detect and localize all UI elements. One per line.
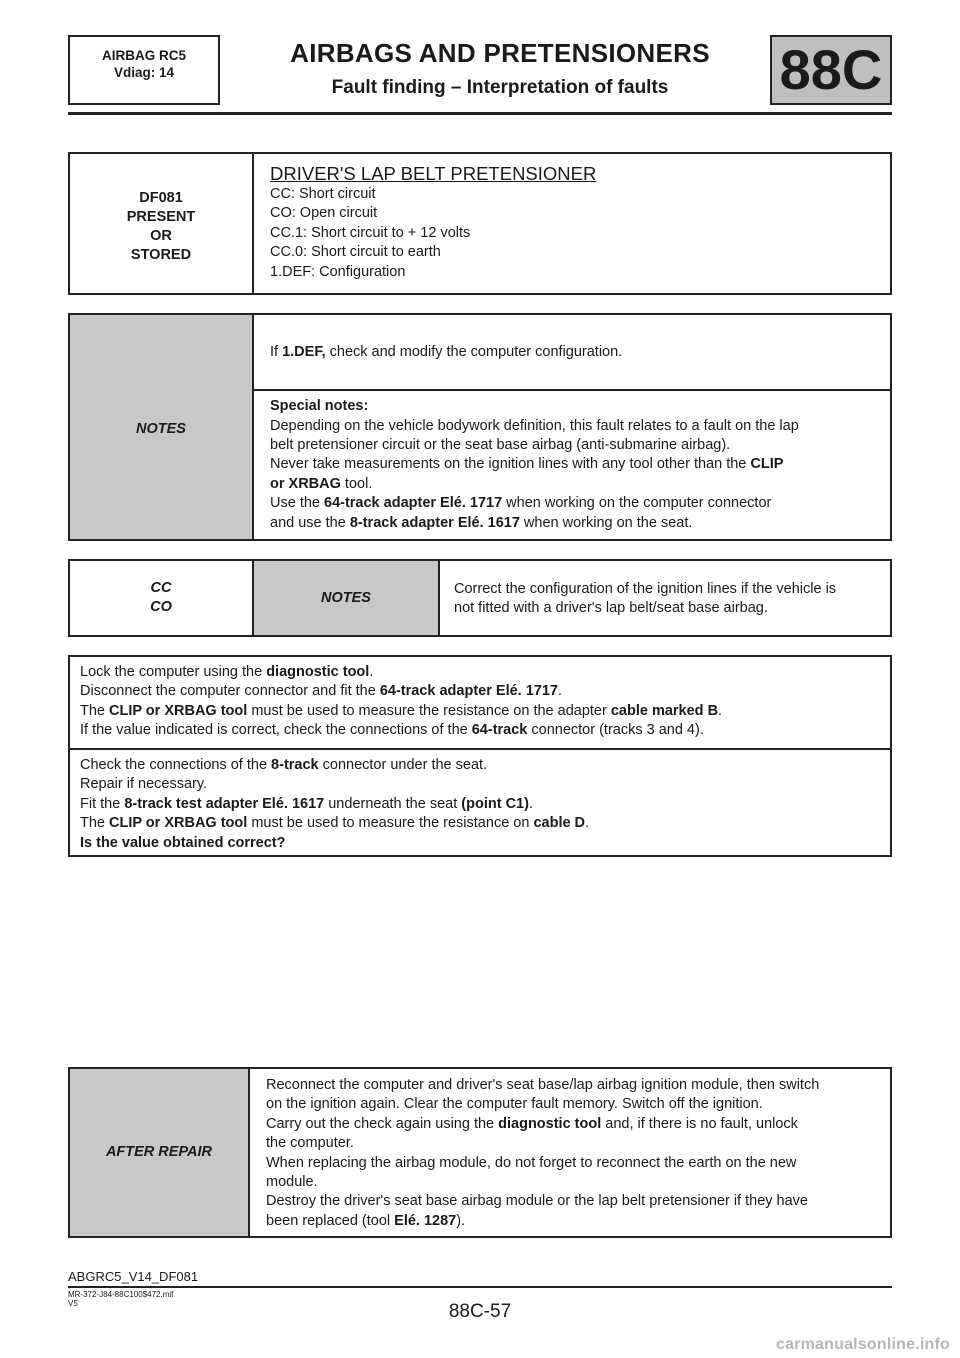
text: connector (tracks 3 and 4). — [527, 722, 704, 739]
fault-status: OR — [150, 227, 172, 244]
text: underneath the seat — [324, 795, 462, 812]
bold-text: (point C1) — [461, 795, 529, 812]
bold-text: or XRBAG — [270, 475, 341, 492]
text: Disconnect the computer connector and fit the — [80, 683, 380, 700]
text: . — [585, 815, 590, 832]
bold-text: CLIP — [750, 456, 784, 473]
notes-label: NOTES — [70, 315, 254, 539]
text: Destroy the driver's seat base airbag module or the lap belt pretensioner if they have — [266, 1193, 808, 1210]
text: Lock the computer using the — [80, 664, 267, 680]
fault-status: STORED — [130, 246, 192, 263]
bold-text: cable D — [533, 815, 586, 832]
bold-text: 64-track — [471, 722, 528, 739]
text: connector under the seat. — [318, 757, 488, 773]
bold-text: 1.DEF, — [282, 344, 326, 360]
bold-text: diagnostic tool — [266, 664, 370, 680]
text: The — [80, 815, 110, 832]
text: not fitted with a driver's lap belt/seat base airbag. — [454, 600, 768, 617]
text: tool. — [340, 475, 373, 492]
cc-co-label-cell — [70, 561, 254, 635]
cc-co-notes-label: NOTES — [254, 561, 440, 635]
text: When replacing the airbag module, do not forget to reconnect the earth on the new — [266, 1154, 797, 1171]
fault-line: CC: Short circuit — [270, 186, 376, 202]
text: If — [270, 344, 283, 360]
bold-text: 8-track test adapter Elé. 1617 — [124, 795, 325, 812]
text: when working on the computer connector — [502, 495, 772, 512]
text: module. — [266, 1174, 318, 1191]
text: Never take measurements on the ignition lines with any tool other than the — [270, 456, 751, 473]
text: must be used to measure the resistance on — [247, 815, 534, 832]
text: Correct the configuration of the ignition lines if the vehicle is — [454, 581, 837, 597]
text: been replaced (tool — [266, 1212, 395, 1229]
text: Depending on the vehicle bodywork definition, this fault relates to a fault on the lap — [270, 417, 799, 434]
header-rule — [68, 112, 892, 115]
cc-label: CC — [150, 580, 172, 596]
page-subtitle: Fault finding – Interpretation of faults — [331, 77, 669, 98]
text: and use the — [270, 514, 350, 531]
procedure-box — [68, 655, 892, 857]
bold-text: diagnostic tool — [498, 1115, 602, 1132]
text: Carry out the check again using the — [266, 1115, 499, 1132]
bold-text: cable marked B — [610, 702, 719, 719]
text: Use the — [270, 495, 324, 512]
fault-line: CC.1: Short circuit to + 12 volts — [270, 224, 471, 241]
section-code-box: 88C — [770, 35, 892, 105]
text: . — [718, 702, 723, 719]
text: Check the connections of the — [80, 757, 272, 773]
procedure-step-seat — [70, 748, 890, 859]
text: . — [369, 664, 374, 680]
cc-co-notes-text — [440, 561, 890, 635]
question-text: Is the value obtained correct? — [80, 834, 286, 851]
version: V5 — [68, 1299, 78, 1308]
vdiag-label: Vdiag: 14 — [113, 65, 175, 80]
text: Fit the — [80, 795, 125, 812]
fault-description-cell — [254, 154, 890, 293]
page-title: AIRBAGS AND PRETENSIONERS — [290, 38, 710, 68]
bold-text: 8-track — [271, 757, 319, 773]
source-file: MR-372-J84-88C100$472.mif — [68, 1290, 174, 1299]
notes-row-config — [254, 315, 890, 389]
fault-line: CO: Open circuit — [270, 205, 378, 222]
text: must be used to measure the resistance on the adapter — [247, 702, 611, 719]
text: and, if there is no fault, unlock — [601, 1115, 798, 1132]
text: . — [528, 795, 533, 812]
fault-code-cell — [70, 154, 254, 293]
after-repair-label: AFTER REPAIR — [70, 1069, 250, 1236]
text: The — [80, 702, 110, 719]
fault-title: DRIVER'S LAP BELT PRETENSIONER — [270, 163, 597, 184]
fault-code: DF081 — [139, 189, 183, 206]
fault-status: PRESENT — [126, 208, 196, 225]
notes-content — [254, 315, 890, 539]
procedure-step-adapter — [70, 657, 890, 748]
text: Reconnect the computer and driver's seat base/lap airbag ignition module, then switch — [266, 1077, 820, 1093]
notes-row-special — [254, 389, 890, 539]
fault-line: 1.DEF: Configuration — [270, 263, 406, 280]
text: check and modify the computer configuration. — [325, 344, 623, 360]
bold-text: Elé. 1287 — [394, 1212, 457, 1229]
fault-line: CC.0: Short circuit to earth — [270, 244, 441, 261]
after-repair-text — [250, 1069, 890, 1236]
text: on the ignition again. Clear the computer fault memory. Switch off the ignition. — [266, 1096, 763, 1113]
bold-text: 8-track adapter Elé. 1617 — [349, 514, 520, 531]
special-notes-title: Special notes: — [270, 398, 369, 415]
co-label: CO — [150, 599, 172, 615]
document-id: ABGRC5_V14_DF081 — [68, 1269, 199, 1284]
footer-meta — [68, 1290, 173, 1308]
text: Repair if necessary. — [80, 776, 208, 793]
fault-box — [68, 152, 892, 295]
vehicle-box — [68, 35, 220, 105]
cc-co-box — [68, 559, 892, 637]
page-number: 88C-57 — [448, 1301, 512, 1322]
text: the computer. — [266, 1135, 354, 1152]
text: . — [557, 683, 563, 700]
after-repair-box — [68, 1067, 892, 1238]
watermark: carmanualsonline.info — [775, 1336, 950, 1353]
text: If the value indicated is correct, check the connections of the — [80, 722, 472, 739]
bold-text: CLIP or XRBAG tool — [109, 702, 248, 719]
text: belt pretensioner circuit or the seat base airbag (anti-submarine airbag). — [270, 436, 731, 453]
vehicle-name: AIRBAG RC5 — [101, 48, 186, 63]
bold-text: 64-track adapter Elé. 1717 — [324, 495, 503, 512]
footer-rule — [68, 1286, 892, 1288]
bold-text: 64-track adapter Elé. 1717 — [379, 683, 558, 700]
text: when working on the seat. — [519, 514, 693, 531]
text: ). — [456, 1212, 466, 1229]
bold-text: CLIP or XRBAG tool — [109, 815, 248, 832]
notes-box — [68, 313, 892, 541]
